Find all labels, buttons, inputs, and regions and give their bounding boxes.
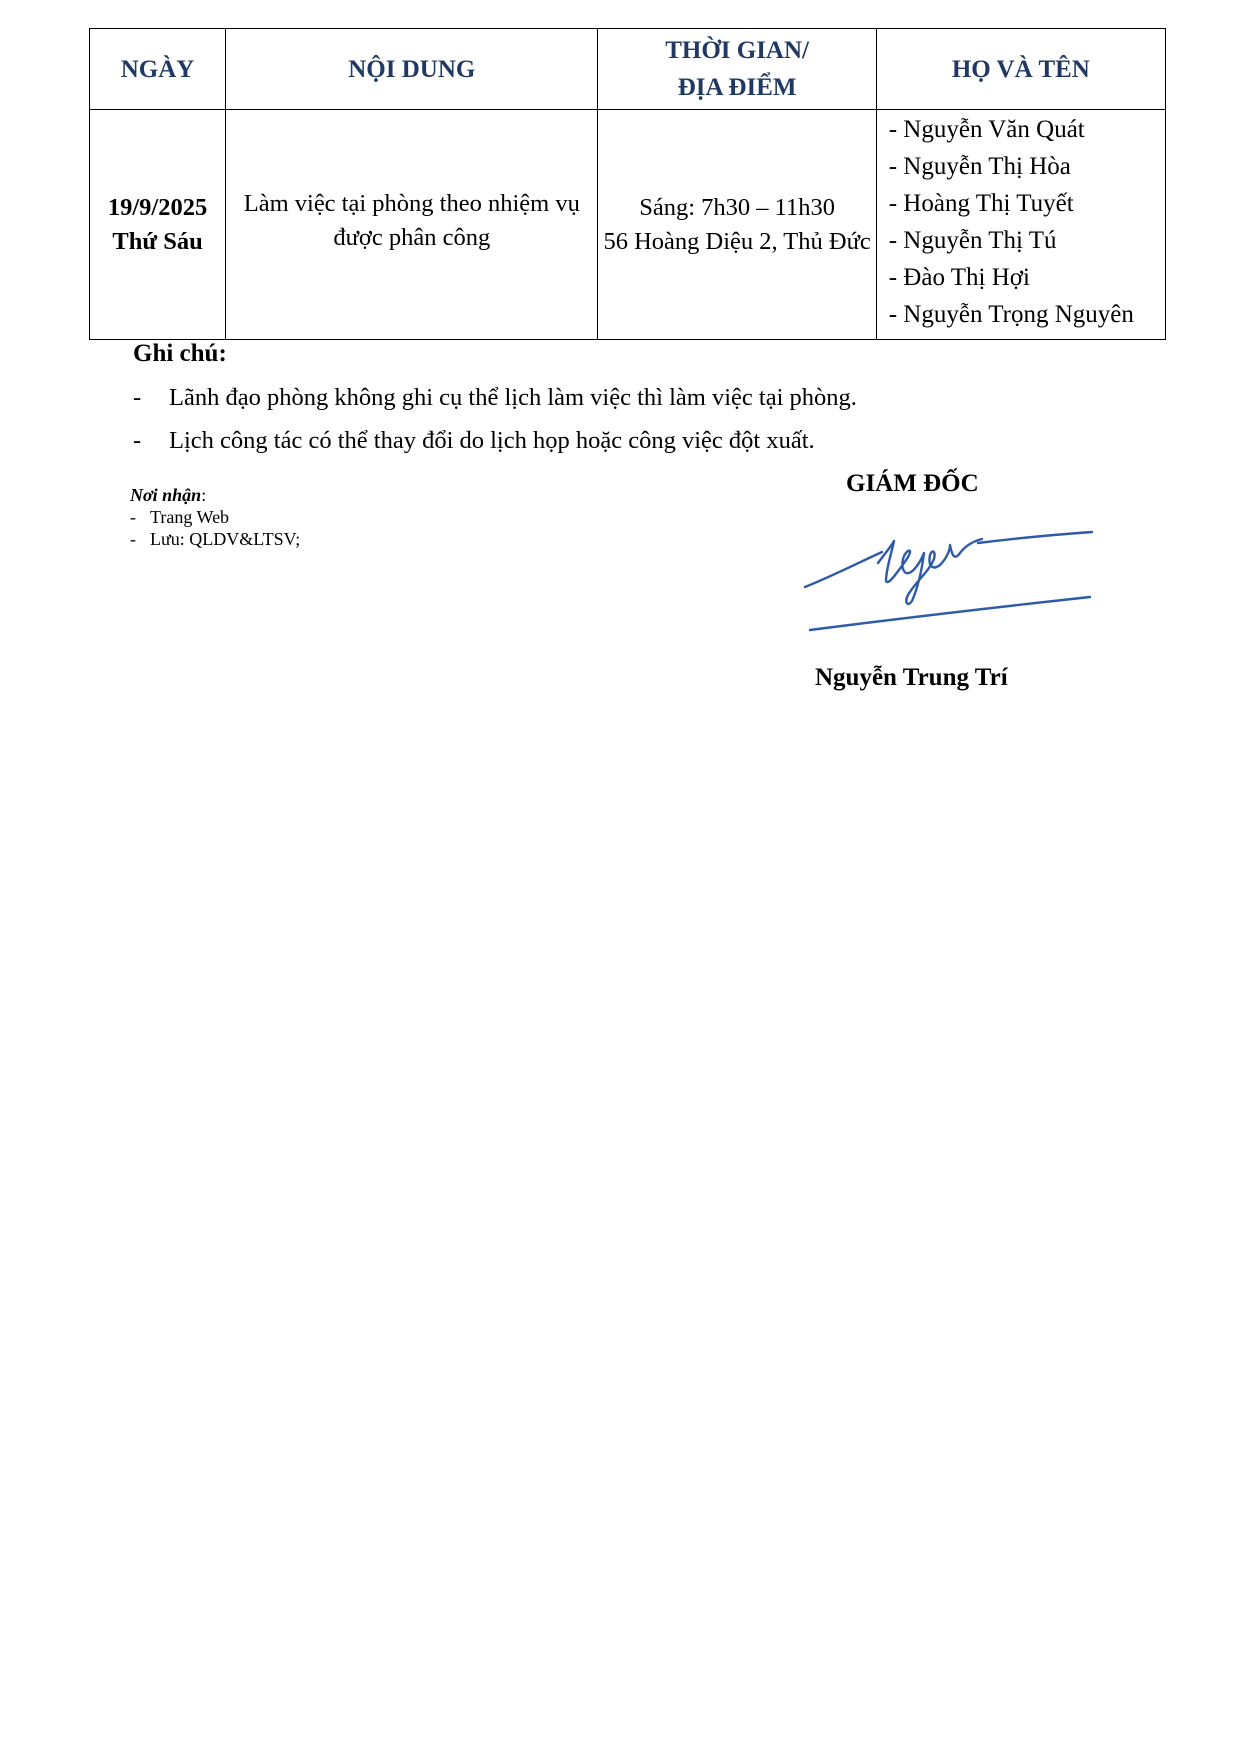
note-dash: - [133, 384, 142, 411]
row-content: Làm việc tại phòng theo nhiệm vụ được phân công [243, 189, 580, 251]
note-dash: - [133, 427, 142, 454]
recipient-dash: - [130, 529, 136, 549]
list-item: - Nguyễn Thị Hòa [888, 153, 1071, 180]
recipient-item [130, 528, 300, 550]
row-weekday: Thứ Sáu [112, 227, 203, 255]
content-cell [226, 110, 598, 340]
recipient-text: Trang Web [150, 507, 230, 527]
row-location: 56 Hoàng Diệu 2, Thủ Đức [603, 227, 871, 255]
row-date: 19/9/2025 [107, 193, 208, 221]
list-item: - Nguyễn Trọng Nguyên [888, 301, 1134, 328]
recipients-colon: : [201, 485, 207, 505]
signature-stroke [810, 597, 1090, 630]
list-item: - Nguyễn Thị Tú [888, 227, 1057, 254]
header-time-line2: ĐỊA ĐIỂM [677, 74, 797, 101]
time-location-cell [598, 110, 876, 340]
header-time-location [598, 29, 876, 110]
header-time-line1: THỜI GIAN/ [665, 37, 809, 64]
list-item: - Hoàng Thị Tuyết [888, 190, 1074, 217]
signature-stroke [978, 532, 1092, 543]
recipient-dash: - [130, 507, 136, 527]
names-cell [876, 110, 1165, 340]
note-text: Lịch công tác có thể thay đổi do lịch họp hoặc công việc đột xuất. [169, 427, 815, 454]
handwritten-signature [800, 525, 1096, 640]
recipients-block [130, 484, 300, 550]
date-cell [90, 110, 226, 340]
note-text: Lãnh đạo phòng không ghi cụ thể lịch làm việc thì làm việc tại phòng. [169, 384, 857, 411]
table-header-row [90, 29, 1166, 110]
list-item: - Nguyễn Văn Quát [888, 116, 1085, 143]
row-time: Sáng: 7h30 – 11h30 [639, 193, 835, 221]
header-names: HỌ VÀ TÊN [876, 29, 1165, 110]
list-item: - Đào Thị Hợi [888, 264, 1030, 291]
recipients-heading [130, 484, 300, 506]
table-row [90, 110, 1166, 340]
note-item [133, 384, 857, 412]
signer-position: GIÁM ĐỐC [846, 470, 979, 497]
header-date: NGÀY [90, 29, 226, 110]
note-item [133, 427, 815, 455]
recipient-item [130, 506, 300, 528]
names-list [889, 111, 1165, 333]
signer-name: Nguyễn Trung Trí [815, 664, 1008, 691]
recipients-title: Nơi nhận [130, 485, 202, 505]
notes-title: Ghi chú: [133, 340, 227, 367]
header-content: NỘI DUNG [226, 29, 598, 110]
signature-stroke [878, 539, 982, 604]
schedule-table [89, 28, 1166, 340]
recipient-text: Lưu: QLDV&LTSV; [150, 529, 301, 549]
signature-stroke [805, 552, 882, 587]
